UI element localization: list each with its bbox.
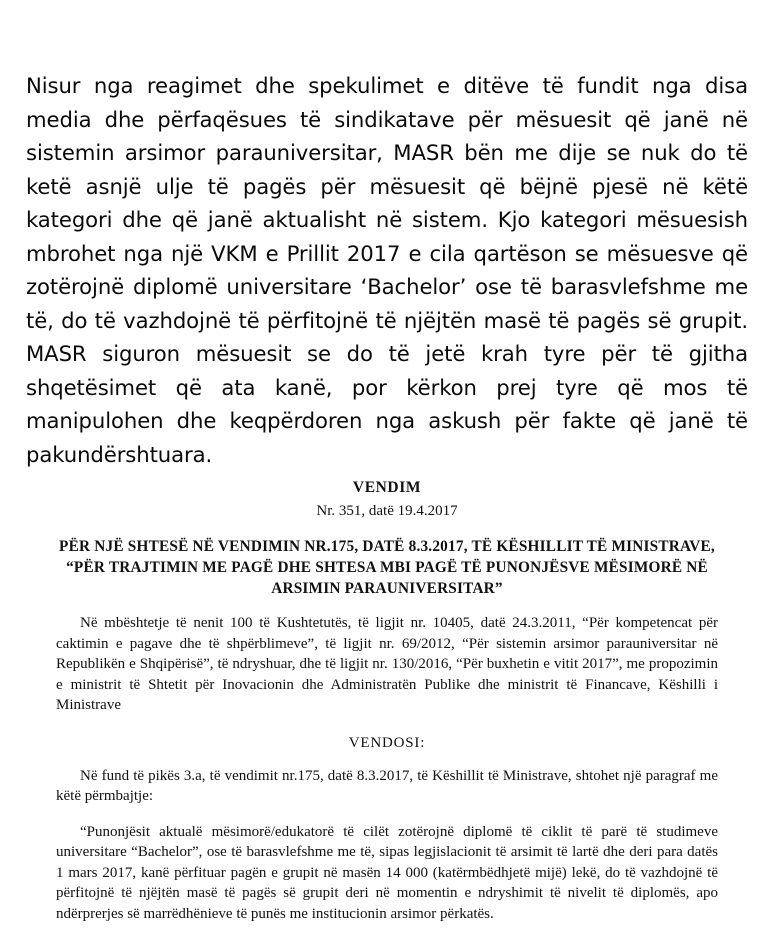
decision-document xyxy=(56,478,718,939)
decision-heading: PËR NJË SHTESË NË VENDIMIN NR.175, DATË 8.3.2017, TË KËSHILLIT TË MINISTRAVE, “PËR TRAJTIMIN ME PAGË DHE SHTESA MBI PAGË TË PUNONJËSVE MËSIMORË NË ARSIMIN PARAUNIVERSITAR” xyxy=(59,538,715,597)
decision-number-line: Nr. 351, datë 19.4.2017 xyxy=(316,503,458,519)
decision-title: VENDIM xyxy=(352,479,422,496)
decision-quote-paragraph: “Punonjësit aktualë mësimorë/edukatorë të cilët zotërojnë diplomë të ciklit të parë të studimeve universitare “Bachelor”, ose të barasvlefshme me të, sipas legjislacionit të arsimit të lartë dhe deri para datës 1 mars 2017, kanë përfituar pagën e grupit në masën 14 000 (katërmbëdhjetë mijë) lekë, do të vazhdojnë të përfitojnë të njëjtën masë të pagës së grupit deri në momentin e ndryshimit të nivelit të diplomës, apo ndërprerjes së marrëdhënieve të punës me institucionin arsimor përkatës. xyxy=(56,823,718,922)
decision-body-paragraph: Në fund të pikës 3.a, të vendimit nr.175, datë 8.3.2017, të Këshillit të Ministrave, shtohet një paragraf me këtë përmbajtje: xyxy=(56,767,718,804)
decision-preamble: Në mbështetje të nenit 100 të Kushtetutës, të ligjit nr. 10405, datë 24.3.2011, “Për kompetencat për caktimin e pagave dhe të shpërblimeve”, të ligjit nr. 69/2012, “Për sistemin arsimor parauniversitar në Republikën e Shqipërisë”, të ndryshuar, dhe të ligjit nr. 130/2016, “Për buxhetin e vitit 2017”, me propozimin e ministrit të Shtetit për Inovacionin dhe Administratën Publike dhe ministrit të Financave, Këshilli i Ministrave xyxy=(56,615,718,713)
decision-decided-label: VENDOSI: xyxy=(348,734,426,751)
article-lead-paragraph: Nisur nga reagimet dhe spekulimet e ditëve të fundit nga disa media dhe përfaqësues të sindikatave për mësuesit që janë në sistemin arsimor parauniversitar, MASR bën me dije se nuk do të ketë asnjë ulje të pagës për mësuesit që bëjnë pjesë në këtë kategori dhe që janë aktualisht në sistem. Kjo kategori mësuesish mbrohet nga një VKM e Prillit 2017 e cila qartëson se mësuesve që zotërojnë diplomë universitare ‘Bachelor’ ose të barasvlefshme me të, do të vazhdojnë të përfitojnë të njëjtën masë të pagës së grupit. MASR siguron mësuesit se do të jetë krah tyre për të gjitha shqetësimet që ata kanë, por kërkon prej tyre që mos të manipulohen dhe keqpërdoren nga askush për fakte që janë të pakundërshtuara. xyxy=(26,73,748,467)
